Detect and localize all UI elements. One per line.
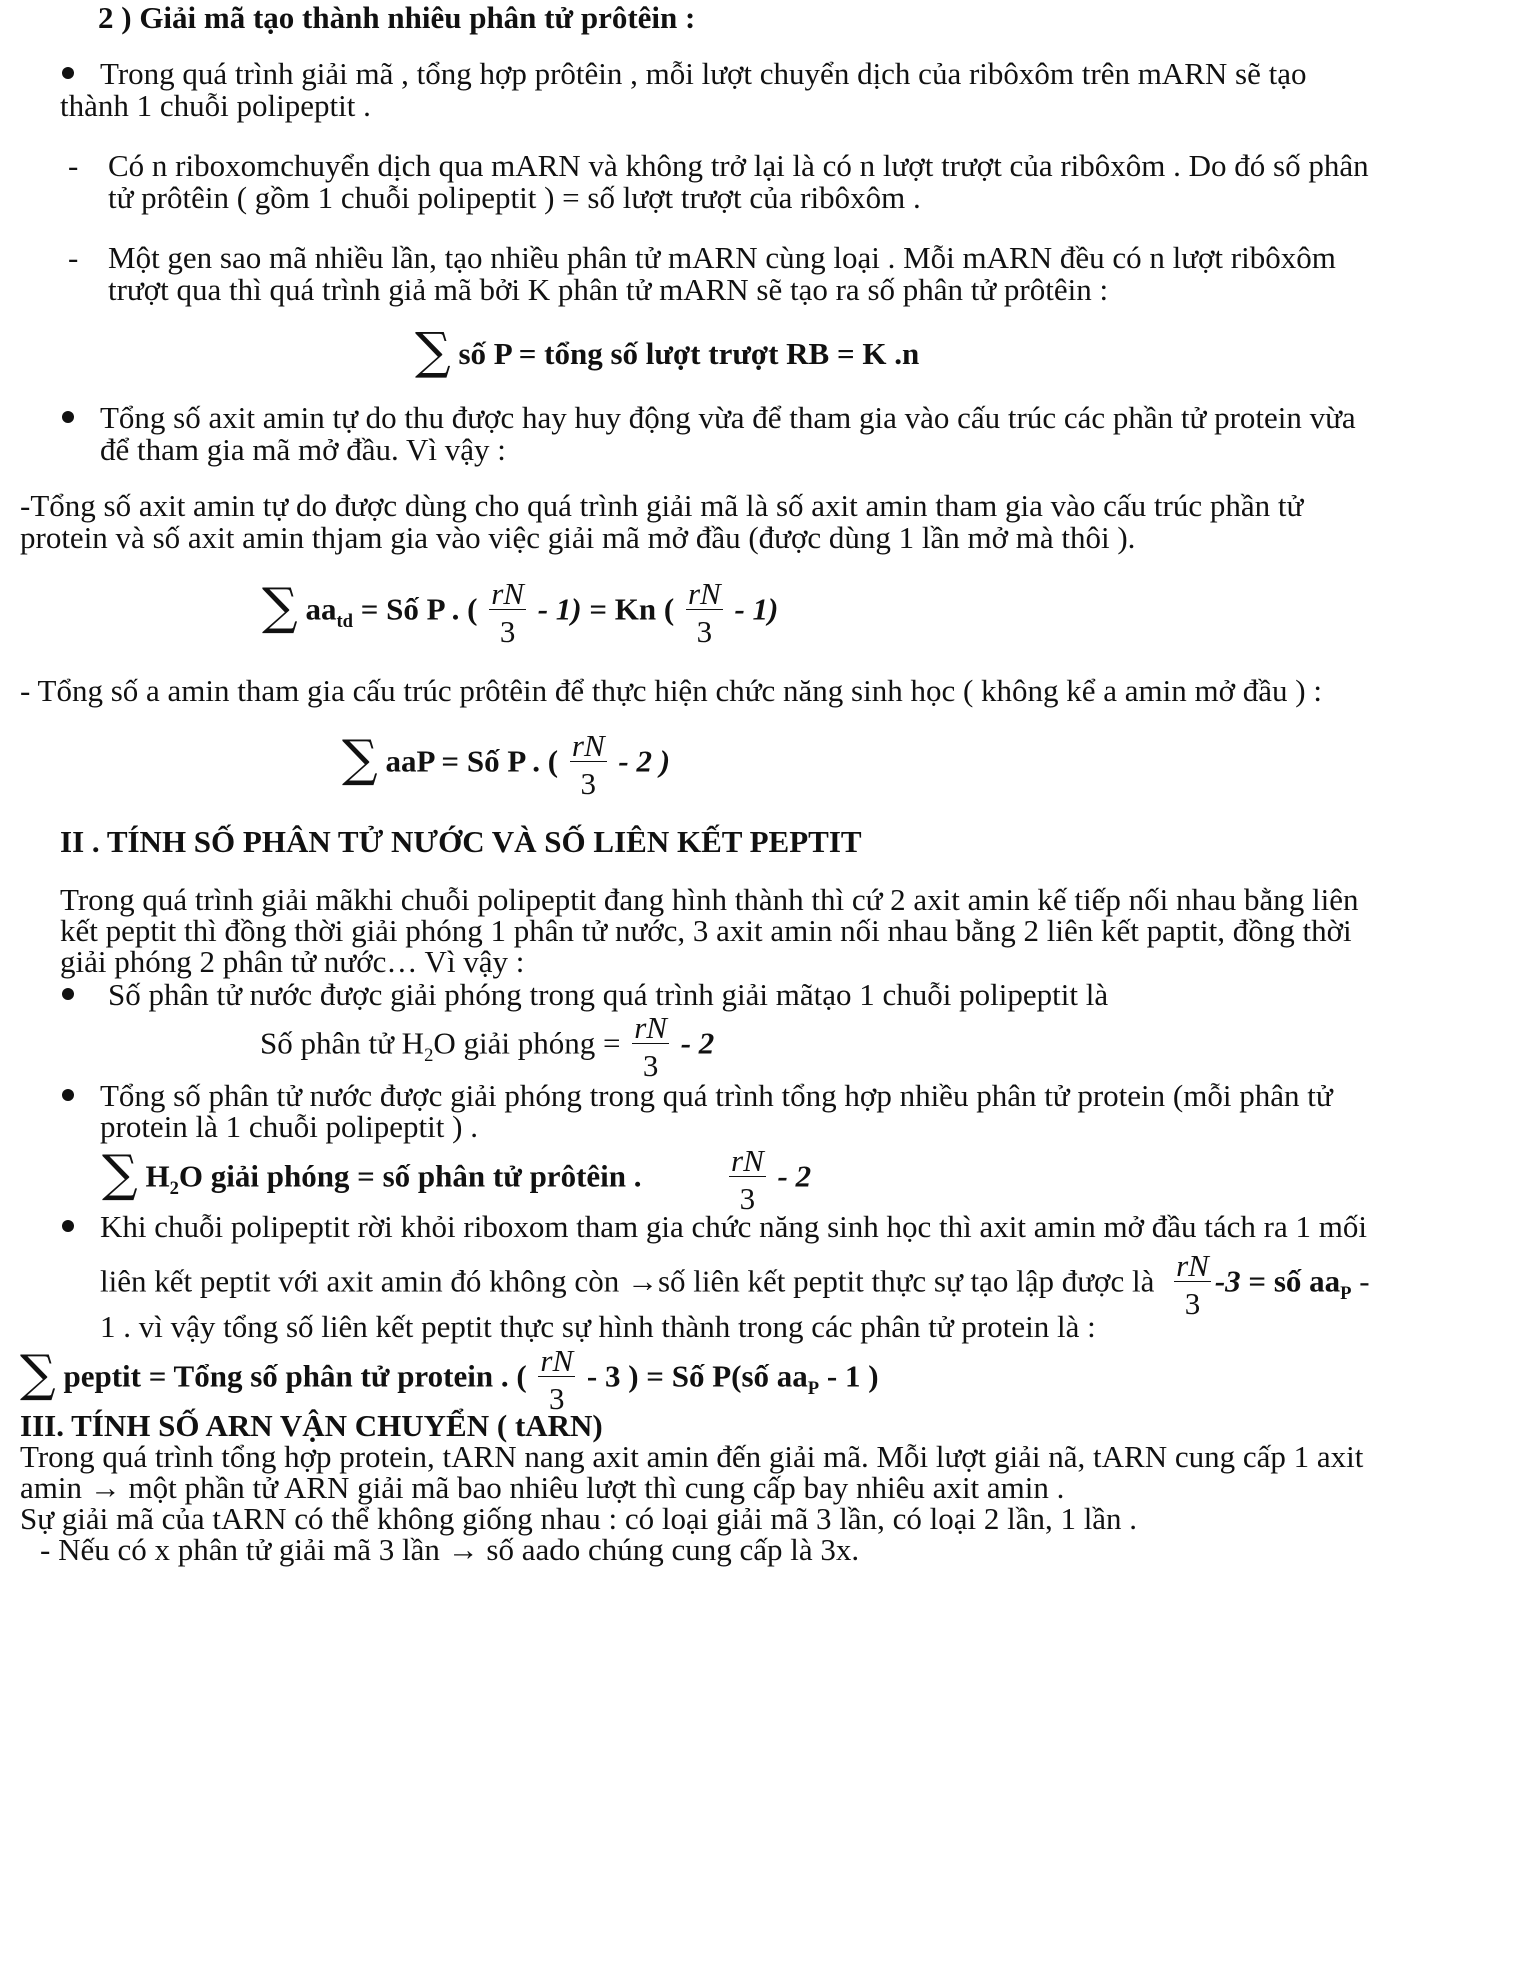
- fraction-denominator: 3: [499, 614, 516, 649]
- formula-text: = Kn (: [589, 591, 675, 627]
- fraction: [686, 578, 723, 647]
- fraction-denominator: 3: [739, 1181, 756, 1216]
- formula-text: - 1): [529, 591, 590, 627]
- fraction-numerator: rN: [687, 576, 721, 611]
- text: amin: [20, 1470, 90, 1505]
- section-heading: III. TÍNH SỐ ARN VẬN CHUYỂN ( tARN): [20, 1408, 603, 1443]
- paragraph-line: giải phóng 2 phân tử nước… Vì vậy :: [60, 944, 525, 979]
- fraction-denominator: 3: [1184, 1286, 1201, 1321]
- text: - Nếu có x phân tử giải mã 3 lần: [40, 1532, 448, 1567]
- paragraph-line: để tham gia mã mở đầu. Vì vậy :: [100, 432, 506, 467]
- formula-text: số P = tổng số lượt trượt RB = K .n: [458, 336, 920, 371]
- paragraph-line: - Tổng số a amin tham gia cấu trúc prôtêin để thực hiện chức năng sinh học ( không kể a amin mở đầu ) :: [20, 673, 1322, 708]
- section-heading: [98, 2, 695, 33]
- fraction: [729, 1145, 766, 1214]
- sigma-symbol: ∑: [262, 577, 298, 636]
- formula-text: - 1): [726, 591, 779, 627]
- formula-text: aa: [305, 591, 337, 627]
- paragraph-line: Có n riboxomchuyển dịch qua mARN và không trở lại là có n lượt trượt của ribôxôm . Do đó số phân: [108, 148, 1369, 183]
- bullet: [62, 411, 74, 423]
- paragraph-line: Số phân tử nước được giải phóng trong quá trình giải mãtạo 1 chuỗi polipeptit là: [108, 977, 1109, 1012]
- sigma-symbol: ∑: [20, 1344, 56, 1403]
- dash-marker: -: [68, 148, 79, 183]
- formula-peptide-bonds: [20, 1345, 879, 1414]
- bullet: [62, 1220, 74, 1232]
- formula-text: peptit = Tổng số phân tử protein . (: [63, 1358, 527, 1394]
- bullet: [62, 1089, 74, 1101]
- text: -: [1351, 1263, 1370, 1299]
- fraction: [632, 1012, 669, 1081]
- text: số liên kết peptit thực sự tạo lập được là: [657, 1263, 1155, 1299]
- paragraph-line: protein và số axit amin thjam gia vào việc giải mã mở đầu (được dùng 1 lần mở mà thôi ).: [20, 520, 1136, 555]
- formula-structural-amino-acids: [342, 730, 670, 799]
- formula-text: = Số P . (: [353, 591, 478, 627]
- fraction: [538, 1345, 575, 1414]
- text: một phần tử ARN giải mã bao nhiêu lượt thì cung cấp bay nhiêu axit amin .: [120, 1470, 1065, 1505]
- fraction-numerator: rN: [540, 1343, 574, 1378]
- paragraph-line: Trong quá trình giải mã , tổng hợp prôtêin , mỗi lượt chuyển dịch của ribôxôm trên mARN sẽ tạo: [100, 56, 1307, 91]
- formula-text: H: [145, 1158, 170, 1194]
- fraction-numerator: rN: [731, 1143, 764, 1178]
- formula-text: O giải phóng = số phân tử prôtêin .: [178, 1158, 642, 1194]
- paragraph-line: Khi chuỗi polipeptit rời khỏi riboxom tham gia chức năng sinh học thì axit amin mở đầu tách ra 1 mối: [100, 1209, 1367, 1244]
- paragraph-line: Một gen sao mã nhiều lần, tạo nhiều phân tử mARN cùng loại . Mỗi mARN đều có n lượt ribôxôm: [108, 240, 1336, 275]
- fraction: [1174, 1250, 1211, 1319]
- heading-text: 2 ) Giải mã tạo thành nhiêu phân tử prôtêin :: [98, 0, 696, 35]
- subscript: P: [1340, 1282, 1352, 1304]
- sigma-symbol: ∑: [342, 729, 378, 788]
- paragraph-line: Trong quá trình giải mãkhi chuỗi polipeptit đang hình thành thì cứ 2 axit amin kế tiếp nối nhau bằng liên: [60, 882, 1359, 917]
- text: -3: [1214, 1263, 1241, 1299]
- paragraph-line: tử prôtêin ( gồm 1 chuỗi polipeptit ) = số lượt trượt của ribôxôm .: [108, 180, 921, 215]
- section-heading: II . TÍNH SỐ PHÂN TỬ NƯỚC VÀ SỐ LIÊN KẾT PEPTIT: [60, 824, 862, 859]
- text: liên kết peptit với axit amin đó không còn: [100, 1263, 627, 1299]
- bullet: [62, 988, 74, 1000]
- paragraph-line: -Tổng số axit amin tự do được dùng cho quá trình giải mã là số axit amin tham gia vào cấu trúc phần tử: [20, 488, 1304, 523]
- formula-text: - 2: [769, 1158, 812, 1194]
- paragraph-line: thành 1 chuỗi polipeptit .: [60, 88, 371, 123]
- formula-text: - 2: [672, 1025, 715, 1061]
- paragraph-line: kết peptit thì đồng thời giải phóng 1 phân tử nước, 3 axit amin nối nhau bằng 2 liên kết paptit, đồng thời: [60, 913, 1352, 948]
- paragraph-line: trượt qua thì quá trình giả mã bởi K phân tử mARN sẽ tạo ra số phân tử prôtêin :: [108, 272, 1109, 307]
- paragraph-line: [40, 1534, 859, 1565]
- formula-free-amino-acids: [262, 578, 778, 647]
- subscript: 2: [169, 1177, 179, 1199]
- fraction-numerator: rN: [491, 576, 524, 611]
- formula-text: - 3 ) = Số P(số aa: [579, 1358, 808, 1394]
- paragraph-line: protein là 1 chuỗi polipeptit ) .: [100, 1109, 478, 1144]
- bullet: [62, 67, 74, 79]
- fraction-numerator: rN: [1176, 1248, 1209, 1283]
- formula-protein-count: [415, 322, 920, 380]
- text: = số aa: [1240, 1263, 1341, 1299]
- sigma-symbol: ∑: [102, 1144, 138, 1203]
- arrow-right-icon: →: [447, 1532, 479, 1567]
- paragraph-line: [20, 1472, 1064, 1503]
- fraction-denominator: 3: [549, 1381, 565, 1416]
- formula-water-total: [102, 1145, 811, 1214]
- paragraph-line: Tổng số axit amin tự do thu được hay huy động vừa để tham gia vào cấu trúc các phần tử protein vừa: [100, 400, 1356, 435]
- formula-text: Số phân tử H: [260, 1025, 425, 1061]
- fraction: [570, 730, 607, 799]
- subscript: 2: [424, 1044, 434, 1066]
- formula-text: O giải phóng =: [433, 1025, 621, 1061]
- subscript: td: [336, 610, 353, 632]
- fraction-denominator: 3: [642, 1048, 659, 1083]
- formula-text: aaP = Số P . (: [385, 743, 559, 779]
- subscript: P: [807, 1377, 820, 1399]
- paragraph-line: Sự giải mã của tARN có thể không giống nhau : có loại giải mã 3 lần, có loại 2 lần, 1 lần .: [20, 1501, 1138, 1536]
- arrow-right-icon: →: [89, 1470, 121, 1505]
- fraction-denominator: 3: [696, 614, 713, 649]
- fraction-numerator: rN: [634, 1010, 667, 1045]
- fraction: [489, 578, 526, 647]
- paragraph-line: 1 . vì vậy tổng số liên kết peptit thực sự hình thành trong các phân tử protein là :: [100, 1309, 1096, 1344]
- paragraph-line: Tổng số phân tử nước được giải phóng trong quá trình tổng hợp nhiều phân tử protein (mỗi phân tử: [100, 1078, 1333, 1113]
- dash-marker: -: [68, 240, 79, 275]
- arrow-right-icon: →: [626, 1263, 658, 1299]
- formula-text: - 1 ): [819, 1358, 879, 1394]
- paragraph-line: Trong quá trình tổng hợp protein, tARN nang axit amin đến giải mã. Mỗi lượt giải nã, tARN cung cấp 1 axit: [20, 1439, 1364, 1474]
- fraction-numerator: rN: [571, 728, 605, 763]
- formula-water-single: [260, 1012, 714, 1081]
- fraction-denominator: 3: [580, 766, 597, 801]
- text: số aado chúng cung cấp là 3x.: [478, 1532, 860, 1567]
- sigma-symbol: ∑: [415, 322, 451, 380]
- formula-text: - 2 ): [610, 743, 671, 779]
